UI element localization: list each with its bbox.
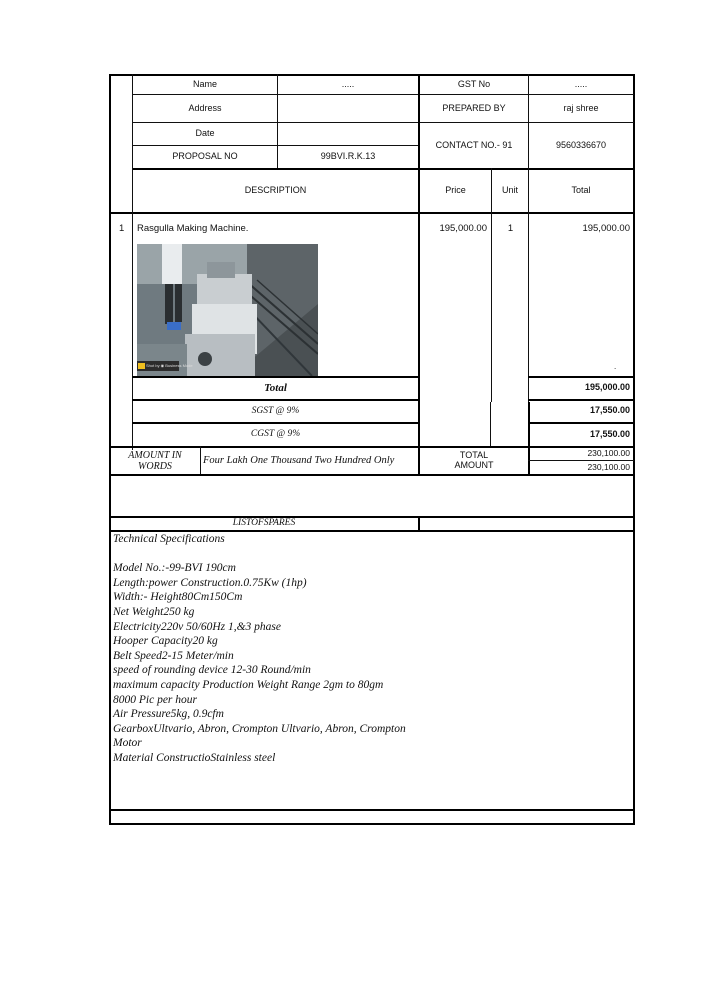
spec-line: Length:power Construction.0.75Kw (1hp): [113, 576, 307, 589]
column-description: DESCRIPTION: [244, 185, 307, 196]
proposal-label: PROPOSAL NO: [172, 151, 238, 162]
date-label: Date: [195, 128, 215, 139]
name-value: .....: [341, 78, 355, 89]
address-value: [278, 95, 418, 122]
item-total: 195,000.00: [582, 223, 630, 234]
amount-words-value: Four Lakh One Thousand Two Hundred Only: [203, 454, 395, 466]
gst-label: GST No: [457, 78, 491, 89]
total-value: 195,000.00: [584, 382, 630, 393]
spec-line: GearboxUltvario, Abron, Crompton Ultvario, Abron, Crompton: [113, 722, 406, 735]
stray-dot: .: [614, 362, 617, 371]
cgst-label: CGST @ 9%: [250, 429, 301, 440]
spec-line: Air Pressure5kg, 0.9cfm: [113, 708, 224, 721]
item-description: Rasgulla Making Machine.: [137, 223, 249, 234]
proposal-value: 99BVI.R.K.13: [320, 151, 376, 162]
spec-line: Electricity220v 50/60Hz 1,&3 phase: [113, 620, 281, 633]
address-label: Address: [188, 102, 222, 113]
total-label: Total: [264, 381, 287, 394]
cgst-value: 17,550.00: [589, 428, 630, 439]
item-index: 1: [119, 223, 125, 234]
spec-line: Technical Specifications: [113, 533, 225, 545]
spec-line: Material ConstructioStainless steel: [113, 751, 276, 764]
contact-value: 9560336670: [555, 139, 607, 150]
sgst-label: SGST @ 9%: [251, 405, 300, 416]
item-price: 195,000.00: [439, 223, 487, 234]
amount-words-label: AMOUNT IN WORDS: [128, 449, 182, 472]
spec-line: maximum capacity Production Weight Range 2gm to 80gm: [113, 678, 384, 691]
date-value: [278, 123, 418, 145]
spec-line: speed of rounding device 12-30 Round/min: [113, 664, 311, 677]
spec-line: Width:- Height80Cm150Cm: [113, 591, 243, 604]
total-amount-value-1: 230,100.00: [587, 447, 630, 458]
photo-overlay-text: Shot by ◉ Business Mode: [146, 363, 193, 368]
item-unit: 1: [507, 223, 514, 234]
contact-label: CONTACT NO.- 91: [435, 139, 513, 150]
spec-line: Motor: [113, 737, 142, 750]
column-price: Price: [445, 185, 466, 196]
spec-line: Model No.:-99-BVI 190cm: [113, 562, 236, 575]
spec-line: Net Weight250 kg: [113, 605, 195, 618]
prepared-by-value: raj shree: [563, 102, 599, 113]
column-unit: Unit: [501, 185, 518, 196]
total-amount-label: TOTAL AMOUNT: [454, 449, 494, 470]
gst-value: .....: [574, 78, 588, 89]
technical-specifications: [113, 532, 628, 766]
prepared-by-label: PREPARED BY: [442, 102, 506, 113]
spec-line: [113, 547, 628, 562]
spares-label: LISTOFSPARES: [232, 518, 296, 529]
machine-photo: [137, 244, 318, 376]
sgst-value: 17,550.00: [589, 405, 630, 416]
spec-line: Hooper Capacity20 kg: [113, 635, 218, 648]
name-label: Name: [192, 78, 217, 89]
spec-line: Belt Speed2-15 Meter/min: [113, 649, 234, 662]
total-amount-value-2: 230,100.00: [587, 461, 630, 472]
column-total: Total: [571, 185, 591, 196]
spec-line: 8000 Pic per hour: [113, 693, 198, 706]
